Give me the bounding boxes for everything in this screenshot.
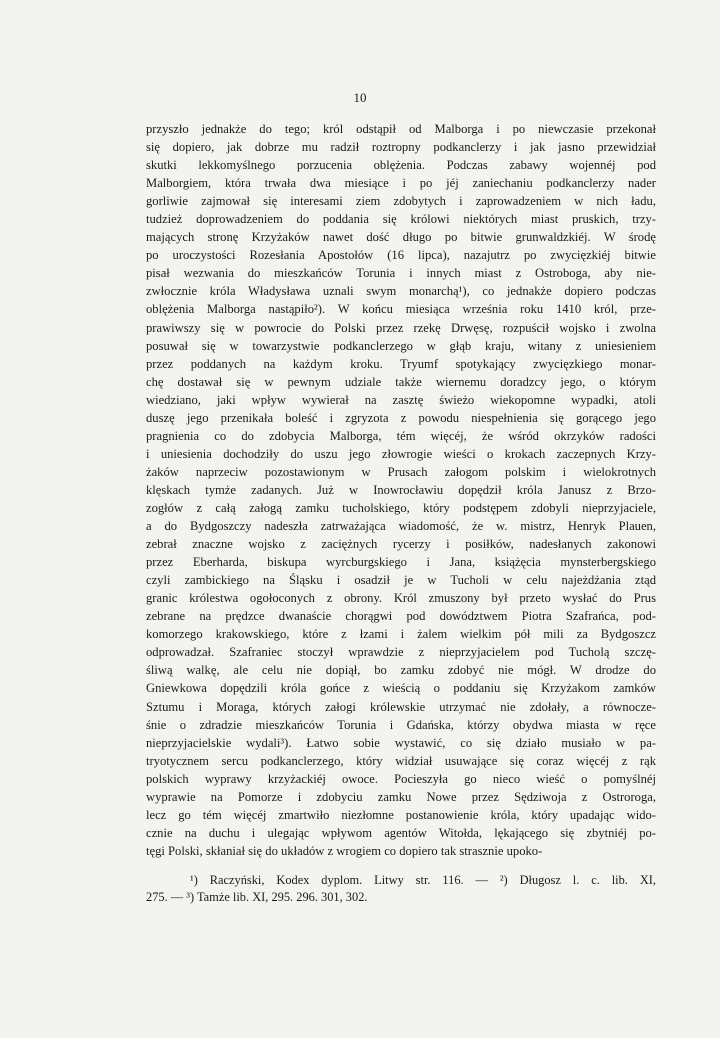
- text-line: Gniewkowa dopędzili króla gońce z wieścią o poddaniu się Krzyżakom zamków: [146, 681, 656, 696]
- text-line: komorzego krakowskiego, które z łzami i żalem wielkim pół mili za Bydgoszcz: [146, 627, 656, 642]
- text-line: tryotycznem sercu podkanclerzego, który widział usuwające się coraz więcéj z rąk: [146, 753, 656, 768]
- text-line: cznie na duchu i ulegając wpływom agentów Witołda, lękającego się zbytniéj po-: [146, 825, 656, 840]
- text-line: żaków naprzeciw pozostawionym w Prusach załogom polskim i wielokrotnych: [146, 464, 656, 479]
- footnote-line: 275. — ³) Tamże lib. XI, 295. 296. 301, 302.: [146, 890, 368, 904]
- text-line: chę dostawał się w pewnym udziale także wiernemu doradzcy jego, o którym: [146, 374, 656, 389]
- text-line: granic królestwa ogołoconych z obrony. Król zmuszony był przeto wysłać do Prus: [146, 591, 656, 606]
- text-line: wyprawie na Pomorze i zdobyciu zamku Nowe przez Sędziwoja z Ostroroga,: [146, 789, 656, 804]
- text-line: pisał wezwania do mieszkańców Torunia i innych miast z Ostroboga, aby nie-: [146, 266, 656, 281]
- text-line: a do Bydgoszczy nadeszła zatrważająca wiadomość, że w. mistrz, Henryk Plauen,: [146, 519, 656, 534]
- text-line: przez Eberharda, biskupa wyrcburgskiego i Jana, książęcia mynsterbergskiego: [146, 555, 656, 570]
- text-line: nieprzyjacielskie wydali³). Łatwo sobie wystawić, co się działo musiało w pa-: [146, 735, 656, 750]
- text-line: zebrał znaczne wojsko z zaciężnych rycerzy i posiłków, nadesłanych zakonowi: [146, 537, 656, 552]
- text-line: posuwał się w towarzystwie podkanclerzego w głąb kraju, witany z uniesieniem: [146, 338, 656, 353]
- text-line: zebrane na prędzce dwanaście chorągwi pod dowództwem Piotra Szafrańca, pod-: [146, 609, 656, 624]
- text-line: gorliwie zajmował się interesami ziem zdobytych i zaprowadzeniem w nich ładu,: [146, 194, 656, 209]
- text-line: oblężenia Malborga nastąpiło²). W końcu miesiąca września roku 1410 król, prze-: [146, 302, 656, 317]
- text-line: polskich wyprawy krzyżackiéj owoce. Pocieszyła go nieco wieść o pomyślnéj: [146, 771, 656, 786]
- text-line: po uroczystości Rozesłania Apostołów (16 lipca), nazajutrz po zwycięzkiéj bitwie: [146, 248, 656, 263]
- text-line: skutki lekkomyślnego porzucenia oblężenia. Podczas zabawy wojennéj pod: [146, 158, 656, 173]
- text-line: klęskach tymże zadanych. Już w Inowrocławiu dopędził króla Janusz z Brzo-: [146, 482, 656, 497]
- text-line: zwłocznie króla Władysława uznali swym monarchą¹), co jednakże dopiero podczas: [146, 284, 656, 299]
- text-line: i uniesienia dochodziły do uszu jego złowrogie wieści o krokach zaczepnych Krzy-: [146, 446, 656, 461]
- text-line: duszę jego przenikała boleść i zgryzota z powodu niespełnienia się gorącego jego: [146, 410, 656, 425]
- page-number: 10: [353, 90, 367, 105]
- text-line: pragnienia co do zdobycia Malborga, tém więcéj, że wśród okrzyków radości: [146, 428, 656, 443]
- text-line: tudzież doprowadzeniem do poddania się królowi niektórych miast pruskich, trzy-: [146, 212, 656, 227]
- text-line: wiedziano, jaki wpływ wywierał na zasztę świeżo wiekopomne wypadki, atoli: [146, 392, 656, 407]
- text-line: czyli zambickiego na Śląsku i osadził je w Tucholi w celu najeżdżania ztąd: [146, 573, 656, 588]
- text-line: przez poddanych na każdym kroku. Tryumf spotykający zwycięzkiego monar-: [146, 356, 656, 371]
- text-line: lecz go tém więcéj zmartwiło niezłomne postanowienie króla, który upadając wido-: [146, 807, 656, 822]
- text-line: mających stronę Krzyżaków nawet dość długo po bitwie grunwaldzkiéj. W środę: [146, 230, 656, 245]
- text-line: śnie o zdradzie mieszkańców Torunia i Gdańska, którzy obydwa miasta w ręce: [146, 717, 656, 732]
- text-line: zogłów z całą załogą zamku tucholskiego, który podstępem zdobyli nieprzyjaciele,: [146, 500, 656, 515]
- footnotes: [146, 872, 656, 906]
- text-line: śliwą walkę, ale celu nie dopiął, bo zamku zdobyć nie mógł. W drodze do: [146, 663, 656, 678]
- text-line: tęgi Polski, skłaniał się do układów z wrogiem co dopiero tak strasznie upoko-: [146, 843, 543, 858]
- text-line: prawiwszy się w powrocie do Polski przez rzekę Drwęsę, rozpuścił wojsko i zwolna: [146, 320, 656, 335]
- text-line: Malborgiem, która trwała dwa miesiące i po jéj zaniechaniu podkanclerzy nader: [146, 176, 656, 191]
- text-line: odprowadzał. Szafraniec stoczył wprawdzie z nieprzyjacielem pod Tucholą szczę-: [146, 645, 656, 660]
- text-line: się dopiero, jak dobrze mu radził roztropny podkanclerzy i jak jasno przewidział: [146, 140, 656, 155]
- text-line: Sztumu i Moraga, których załogi królewskie utrzymać nie zdołały, a równocze-: [146, 699, 656, 714]
- text-line: przyszło jednakże do tego; król odstąpił od Malborga i po niewczasie przekonał: [146, 122, 656, 136]
- body-text: [146, 120, 656, 860]
- footnote-line: ¹) Raczyński, Kodex dyplom. Litwy str. 116. — ²) Długosz l. c. lib. XI,: [190, 873, 656, 887]
